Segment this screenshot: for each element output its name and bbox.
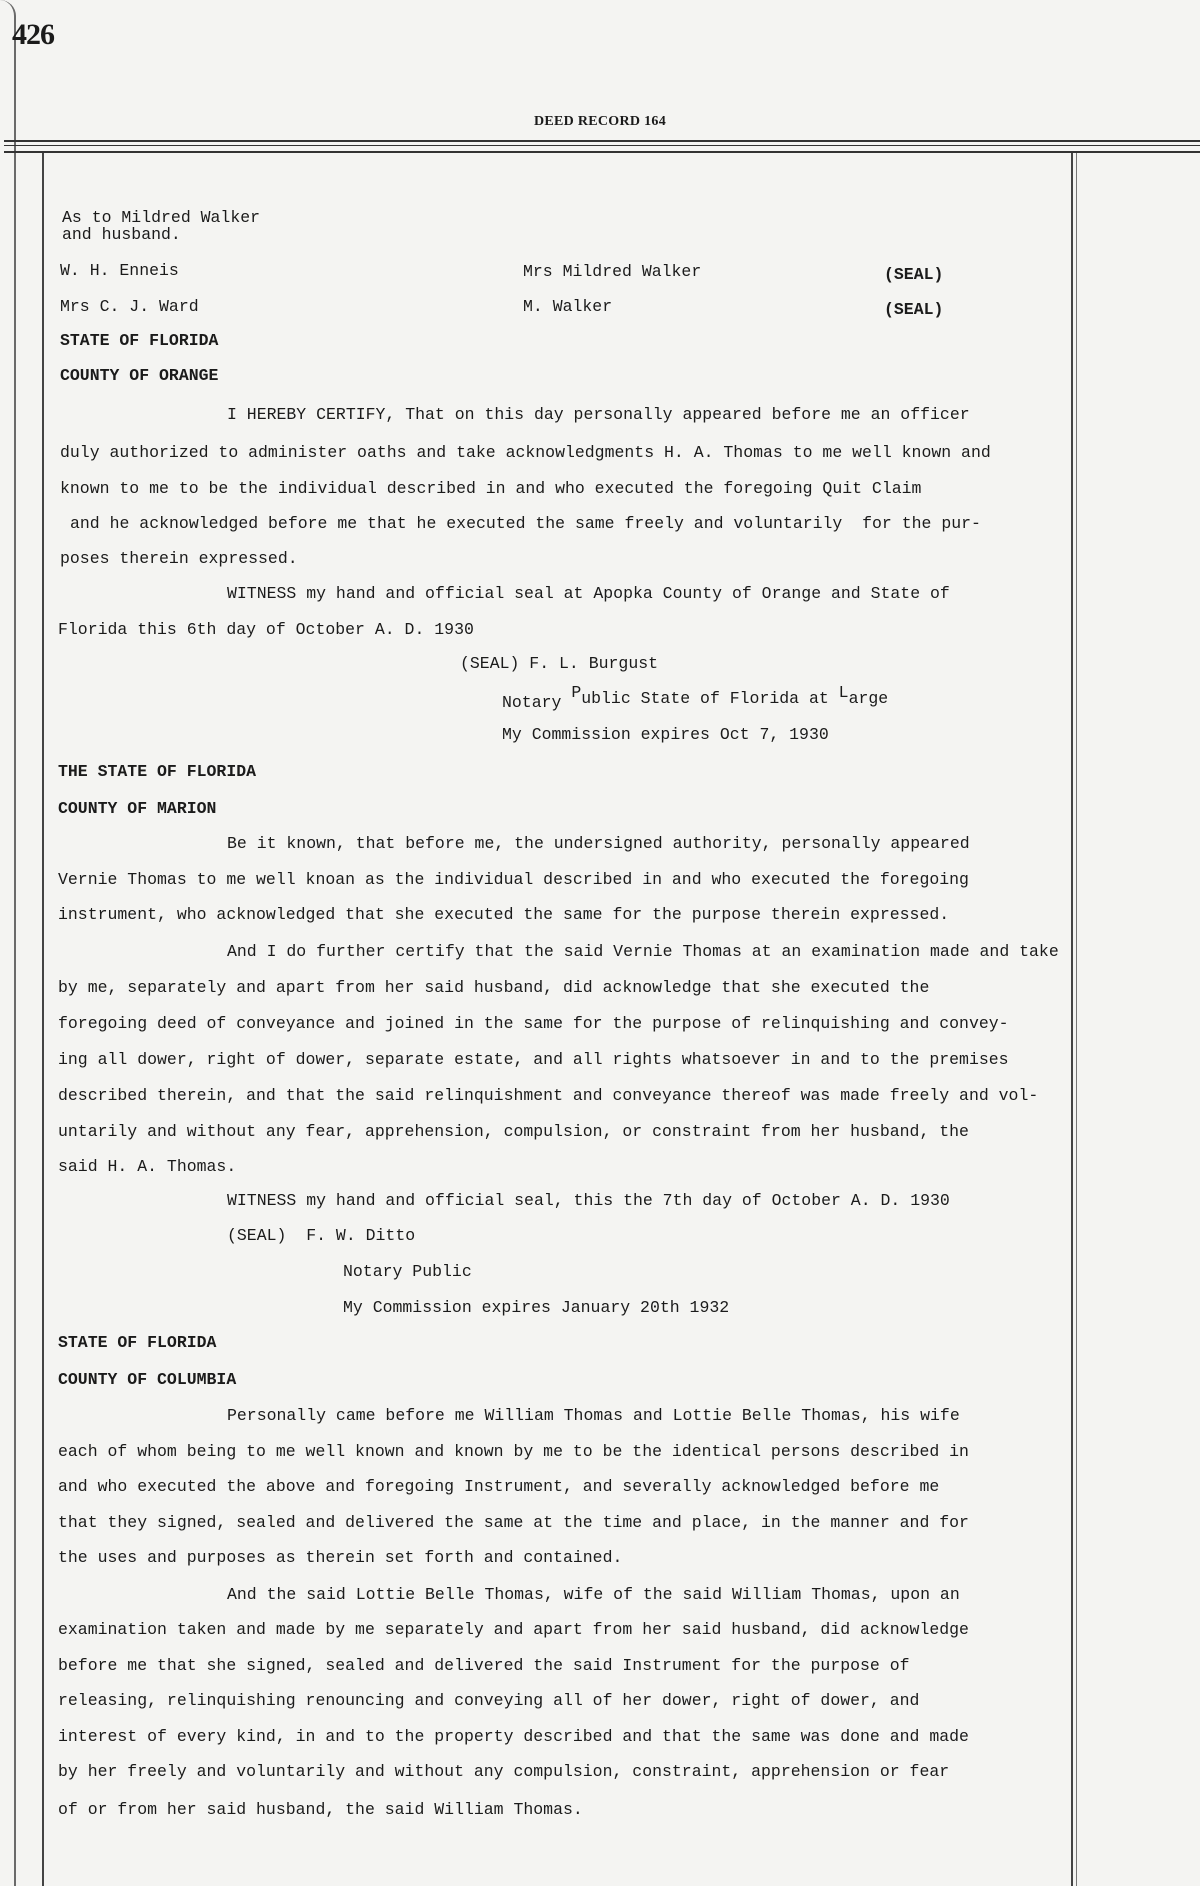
left-margin-line — [42, 153, 44, 1886]
body-line: of or from her said husband, the said William Thomas. — [58, 1800, 583, 1819]
body-line: Be it known, that before me, the undersigned authority, personally appeared — [227, 834, 970, 853]
body-line: each of whom being to me well known and known by me to be the identical persons described in — [58, 1442, 969, 1461]
body-line: and who executed the above and foregoing Instrument, and severally acknowledged before me — [58, 1477, 940, 1496]
header-rule — [4, 140, 1200, 142]
right-margin-line — [1071, 153, 1073, 1886]
body-line: untarily and without any fear, apprehension, compulsion, or constraint from her husband, the — [58, 1122, 969, 1141]
witness-name: W. H. Enneis — [60, 261, 179, 280]
county-heading: COUNTY OF COLUMBIA — [58, 1370, 237, 1389]
record-title: DEED RECORD 164 — [533, 114, 667, 129]
body-line: poses therein expressed. — [60, 549, 298, 568]
state-heading: THE STATE OF FLORIDA — [58, 762, 257, 781]
header-rule — [4, 145, 1200, 146]
body-line: instrument, who acknowledged that she executed the same for the purpose therein expressed. — [58, 905, 950, 924]
body-line: by her freely and voluntarily and without any compulsion, constraint, apprehension or fear — [58, 1762, 950, 1781]
body-line: examination taken and made by me separately and apart from her said husband, did acknowledge — [58, 1620, 969, 1639]
body-line: the uses and purposes as therein set forth and contained. — [58, 1548, 623, 1567]
body-line: and he acknowledged before me that he executed the same freely and voluntarily for the pur- — [70, 514, 981, 533]
seal-mark: (SEAL) — [884, 265, 944, 284]
body-line: ing all dower, right of dower, separate estate, and all rights whatsoever in and to the premises — [58, 1050, 1009, 1069]
county-heading: COUNTY OF MARION — [58, 799, 217, 818]
body-line: Florida this 6th day of October A. D. 1930 — [58, 620, 474, 639]
body-line: I HEREBY CERTIFY, That on this day personally appeared before me an officer — [227, 405, 970, 424]
body-line: that they signed, sealed and delivered the same at the time and place, in the manner and for — [58, 1513, 969, 1532]
body-line: duly authorized to administer oaths and take acknowledgments H. A. Thomas to me well known and — [60, 443, 991, 462]
notary-title: Notary Public State of Florida at Large — [502, 683, 889, 712]
body-line: described therein, and that the said relinquishment and conveyance thereof was made freely and vol- — [58, 1086, 1039, 1105]
body-line: known to me to be the individual described in and who executed the foregoing Quit Claim — [60, 479, 922, 498]
commission-expiry: My Commission expires January 20th 1932 — [343, 1298, 730, 1317]
body-line: releasing, relinquishing renouncing and conveying all of her dower, right of dower, and — [58, 1691, 920, 1710]
body-line: And I do further certify that the said Vernie Thomas at an examination made and take — [227, 942, 1059, 961]
body-line: by me, separately and apart from her said husband, did acknowledge that she executed the — [58, 978, 930, 997]
body-line: foregoing deed of conveyance and joined in the same for the purpose of relinquishing and convey- — [58, 1014, 1009, 1033]
state-heading: STATE OF FLORIDA — [60, 331, 219, 350]
witness-name: Mrs C. J. Ward — [60, 297, 199, 316]
county-heading: COUNTY OF ORANGE — [60, 366, 219, 385]
seal-mark: (SEAL) — [884, 300, 944, 319]
body-line: Vernie Thomas to me well knoan as the individual described in and who executed the foregoing — [58, 870, 969, 889]
body-line: said H. A. Thomas. — [58, 1157, 237, 1176]
page-number: 426 — [12, 18, 54, 51]
signer-name: M. Walker — [523, 297, 613, 316]
witness-heading: and husband. — [62, 225, 181, 244]
commission-expiry: My Commission expires Oct 7, 1930 — [502, 725, 829, 744]
right-margin-line — [1076, 153, 1077, 1886]
body-line: WITNESS my hand and official seal, this the 7th day of October A. D. 1930 — [227, 1191, 950, 1210]
state-heading: STATE OF FLORIDA — [58, 1333, 217, 1352]
notary-signature: (SEAL) F. W. Ditto — [227, 1226, 416, 1245]
header-rule — [4, 151, 1200, 153]
body-line: interest of every kind, in and to the property described and that the same was done and made — [58, 1727, 969, 1746]
body-line: WITNESS my hand and official seal at Apopka County of Orange and State of — [227, 584, 950, 603]
notary-signature: (SEAL) F. L. Burgust — [460, 654, 659, 673]
signer-name: Mrs Mildred Walker — [523, 262, 702, 281]
body-line: before me that she signed, sealed and delivered the said Instrument for the purpose of — [58, 1656, 910, 1675]
witness-heading: As to Mildred Walker — [62, 208, 261, 227]
page-edge-curl — [0, 0, 16, 1886]
notary-title: Notary Public — [343, 1262, 472, 1281]
body-line: And the said Lottie Belle Thomas, wife of the said William Thomas, upon an — [227, 1585, 960, 1604]
body-line: Personally came before me William Thomas and Lottie Belle Thomas, his wife — [227, 1406, 960, 1425]
